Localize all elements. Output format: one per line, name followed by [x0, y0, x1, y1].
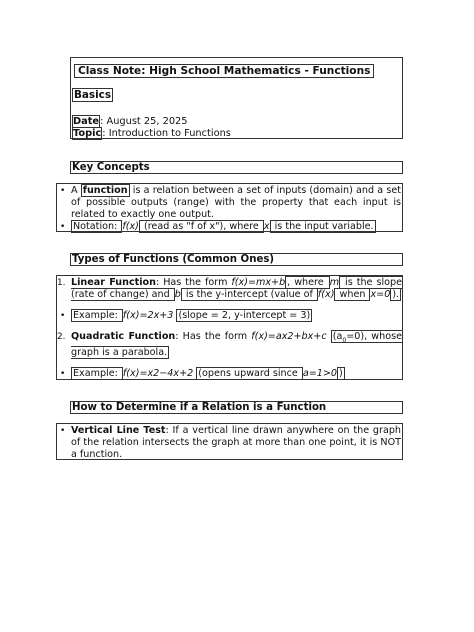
math-expression: f(x)=ax2+bx+c [251, 331, 327, 342]
item-text: ) [338, 367, 343, 379]
math-expression: f(x)=2x+3 [122, 310, 174, 321]
item-text: Example: [73, 310, 121, 321]
item-text: (slope = 2, y-intercept = 3) [178, 310, 311, 321]
types-list [56, 275, 403, 380]
math-expression: f(x) [122, 221, 139, 232]
math-expression: f(x)=x2−4x+2 [122, 367, 194, 379]
item-text: is the input variable. [271, 221, 374, 232]
math-expression: x=0 [370, 289, 391, 300]
list-item [57, 368, 402, 380]
page-title: Class Note: High School Mathematics - Functions [74, 64, 374, 78]
bullet-icon: • [60, 311, 66, 321]
section-heading-relation: How to Determine if a Relation is a Function [70, 401, 403, 414]
term-quadratic-function: Quadratic Function [71, 331, 176, 342]
term-linear-function: Linear Function [71, 277, 156, 288]
item-number: 2. [57, 332, 66, 342]
item-text: (a [332, 331, 343, 342]
item-text: A [71, 185, 81, 196]
section-heading-types: Types of Functions (Common Ones) [70, 253, 403, 266]
item-text: when [336, 289, 369, 300]
list-item [57, 185, 402, 221]
section-heading-key-concepts: Key Concepts [70, 161, 403, 174]
date-label: Date [73, 116, 100, 127]
math-expression: f(x) [317, 289, 335, 300]
math-variable: m [329, 277, 340, 288]
item-number: 1. [57, 278, 66, 288]
list-item [57, 310, 402, 322]
date-value: : August 25, 2025 [100, 116, 188, 127]
list-item [57, 221, 402, 233]
item-text: is a relation between a set of inputs (domain) and a set of possible outputs (range) with the property that each input is related to exactly one output. [71, 185, 401, 220]
math-variable: x [263, 221, 270, 232]
list-item [57, 331, 402, 359]
item-text: : Has the form [175, 331, 252, 342]
item-text: (opens upward since [198, 367, 301, 379]
item-text: , where [287, 277, 328, 288]
item-text: : Has the form [155, 277, 232, 288]
item-text: ). [392, 289, 400, 300]
note-header [70, 57, 403, 139]
item-text: (read as "f of x"), where [140, 221, 262, 232]
topic-value: : Introduction to Functions [102, 128, 231, 139]
topic-line [72, 128, 231, 140]
math-expression: f(x)=mx+b [231, 277, 286, 288]
item-text: Example: [73, 367, 121, 379]
item-text: : If a vertical line drawn anywhere on the graph of the relation intersects the graph at more than one point, it is NOT a function. [71, 425, 401, 460]
term-vertical-line-test: Vertical Line Test [71, 425, 166, 436]
bullet-icon: • [60, 426, 66, 436]
section-heading-basics: Basics [74, 89, 112, 101]
math-expression: a=1>0 [302, 367, 337, 379]
math-variable: b [174, 289, 181, 300]
term-function: function [82, 185, 128, 196]
subscript: 0 [342, 336, 347, 344]
item-text: =0), whose graph is a parabola. [71, 331, 403, 358]
bullet-icon: • [60, 186, 66, 196]
bullet-icon: • [60, 222, 66, 232]
topic-label: Topic [73, 128, 102, 139]
bullet-icon: • [60, 368, 66, 379]
list-item [57, 425, 402, 461]
key-concepts-list [56, 183, 403, 232]
relation-list [56, 423, 403, 460]
list-item [57, 277, 402, 301]
item-text: is the y-intercept (value of [182, 289, 316, 300]
item-text: Notation: [73, 221, 121, 232]
item-text: is the slope (rate of change) and [71, 277, 402, 300]
